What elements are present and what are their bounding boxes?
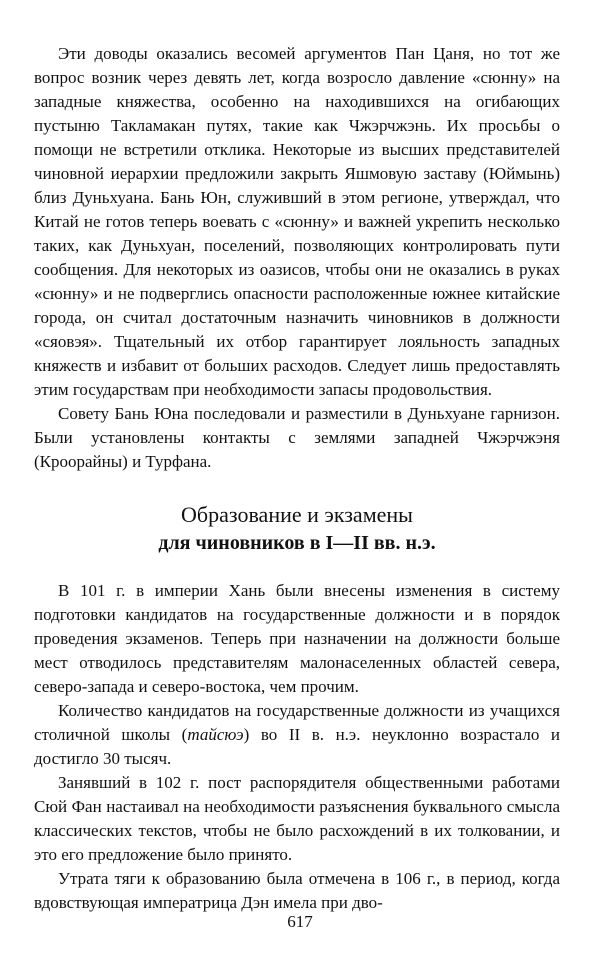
paragraph-taixue-students [34,699,560,771]
paragraph-ban-yong-arguments: Эти доводы оказались весомей аргументов Пан Цаня, но тот же вопрос возник через девять лет, когда возросло давление «сюнну» на западные княжества, особенно на находившихся на огибающих пустыню Такламакан путях, такие как Чжэрчжэнь. Их просьбы о помощи не встретили отклика. Некоторые из высших представителей чиновной иерархии предложили закрыть Яшмовую заставу (Юймынь) близ Дуньхуана. Бань Юн, служивший в этом регионе, утверждал, что Китай не готов теперь воевать с «сюнну» и важней укрепить несколько таких, как Дуньхуан, поселений, позволяющих контролировать пути сообщения. Для некоторых из оазисов, чтобы они не оказались в руках «сюнну» и не подверглись опасности расположенные южнее китайские города, он считал достаточным назначить чиновников в должности «сяовэя». Тщательный их отбор гарантирует лояльность западных княжеств и избавит от больших расходов. Следует лишь предоставлять этим государствам при необходимости запасы продовольствия. [34,44,560,399]
taixue-term: тайсюэ [187,725,244,744]
paragraph-education-decline: Утрата тяги к образованию была отмечена в 106 г., в период, когда вдовствующая императрица Дэн имела при дво- [34,869,560,912]
paragraph-xu-fang: Занявший в 102 г. пост распорядителя общественными работами Сюй Фан настаивал на необходимости разъяснения буквального смысла классических текстов, чтобы не было расхождений в их толковании, и это его предложение было принято. [34,773,560,864]
paragraph-dunhuang-garrison: Совету Бань Юна последовали и разместили в Дуньхуане гарнизон. Были установлены контакты с землями западней Чжэрчжэня (Кроорайны) и Турфана. [34,404,560,471]
section-title-line2: для чиновников в I—II вв. н.э. [158,532,436,554]
paragraph-exam-reform: В 101 г. в империи Хань были внесены изменения в систему подготовки кандидатов на государственные должности и в порядок проведения экзаменов. Теперь при назначении на должности больше мест отводилось представителям малонаселенных областей севера, северо-запада и северо-востока, чем прочим. [34,581,560,696]
paragraph-taixue-text-after: ) во II в. н.э. неуклонно возрастало и достигло 30 тысяч. [34,725,560,768]
section-title [34,501,560,557]
page-number: 617 [287,912,313,931]
section-title-line1: Образование и экзамены [181,502,413,527]
paragraph-taixue-text-before: Количество кандидатов на государственные должности из учащихся столичной школы ( [34,701,560,744]
page-body [34,42,560,915]
